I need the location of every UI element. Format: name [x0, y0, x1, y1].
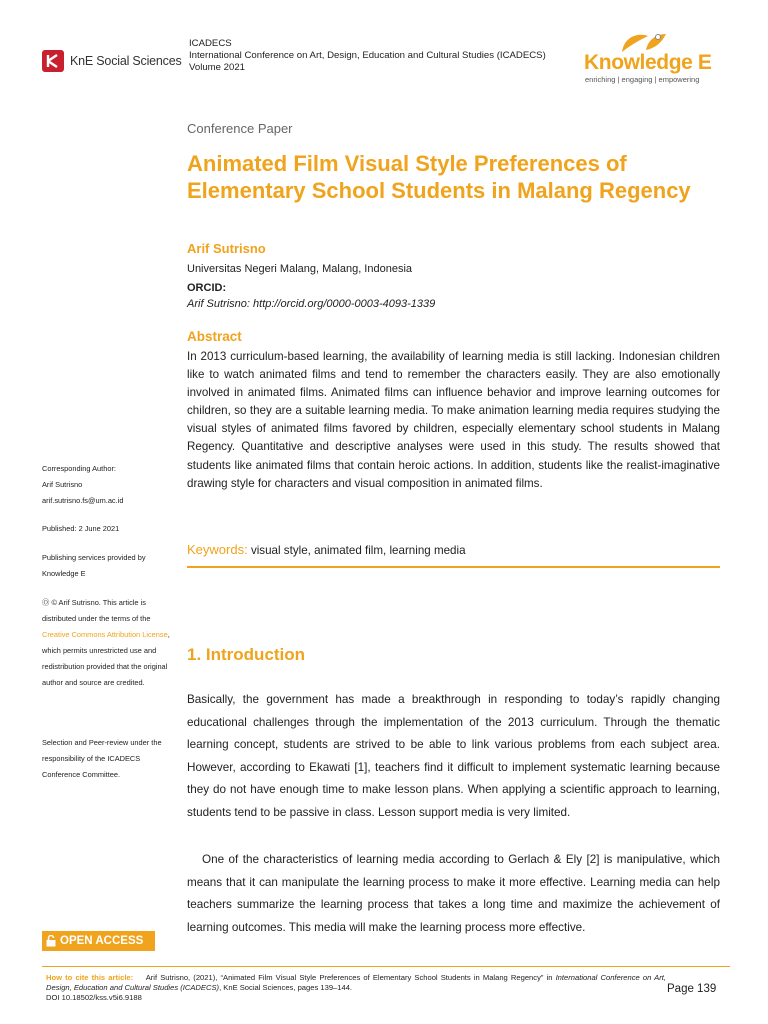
abstract-text: In 2013 curriculum-based learning, the availability of learning media is still lacking. Indonesian children like to watch animated films and tend to remember the characters easily. They are also emotionally involved in animated films. Animated films can influence behavior and improve learning outcomes for children, so they are a suitable learning media. To make animation learning media requires studying the visual styles of animated films favored by children, especially elementary school students in Malang Regency. Quantitative and descriptive analyses were used in this study. The results showed that students like animated films that contain heroic actions. In addition, students like the realist-imaginative drawing style for characters and visual composition in animated films. — [187, 350, 720, 490]
publishing-services: Publishing services provided by Knowledge E — [42, 553, 146, 578]
conference-short: ICADECS — [189, 38, 232, 49]
keywords-label: Keywords: — [187, 542, 248, 557]
author-name: Arif Sutrisno — [187, 241, 266, 256]
license-notice — [42, 595, 177, 691]
published-date: Published: 2 June 2021 — [42, 524, 120, 533]
open-access-label: OPEN ACCESS — [60, 935, 144, 947]
keywords-divider — [187, 566, 720, 568]
license-post: , which permits unrestricted use and redistribution provided that the original author and source are credited. — [42, 630, 170, 687]
volume: Volume 2021 — [189, 62, 246, 73]
intro-paragraph-1: Basically, the government has made a breakthrough in responding to today’s rapidly changing educational challenges through the implementation of the 2013 curriculum. Through the thematic learning concept, students are strived to be able to link various problems from each subject area. However, according to Ekawati [1], teachers find it difficult to implement systematic learning because they do not have enough time to make lesson plans. When applying a scientific approach to learning, students tend to be passive in class. Lesson support media is very limited. — [187, 693, 720, 819]
intro-paragraph-2: One of the characteristics of learning media according to Gerlach & Ely [2] is manipulative, which means that it can manipulate the learning process to make it more effective. Learning media can help teachers summarize the learning process that takes a long time and maximize the achievement of learning outcomes. This media will make the learning process more effective. — [187, 853, 720, 934]
knowledge-e-logo — [584, 26, 734, 88]
keywords — [187, 542, 466, 557]
publisher-name: KnE Social Sciences — [70, 54, 182, 68]
kne-logo-icon — [42, 50, 64, 72]
paper-title: Animated Film Visual Style Preferences of Elementary School Students in Malang Regency — [187, 151, 691, 203]
corresponding-author-name: Arif Sutrisno — [42, 480, 83, 489]
citation-text: Arif Sutrisno, (2021), “Animated Film Visual Style Preferences of Elementary School Students in Malang Regency” in — [145, 973, 553, 982]
open-access-badge — [42, 931, 155, 951]
kne-logo — [42, 48, 182, 74]
corresponding-author-email[interactable]: arif.sutrisno.fs@um.ac.id — [42, 496, 124, 505]
orcid-link[interactable]: Arif Sutrisno: http://orcid.org/0000-0003-4093-1339 — [187, 298, 436, 310]
abstract-heading: Abstract — [187, 329, 242, 344]
brand-tagline: enriching | engaging | empowering — [585, 75, 700, 84]
affiliation: Universitas Negeri Malang, Malang, Indonesia — [187, 263, 413, 275]
citation-tail: , KnE Social Sciences, pages 139–144. — [219, 983, 353, 992]
keywords-list: visual style, animated film, learning media — [250, 544, 466, 557]
citation-label: How to cite this article: — [46, 973, 134, 982]
creative-commons-icon: Ⓞ — [42, 598, 50, 607]
orcid-label: ORCID: — [187, 282, 227, 294]
corresponding-author — [42, 461, 177, 509]
brand-name: Knowledge E — [584, 51, 712, 74]
citation — [46, 973, 666, 1003]
footer-divider — [42, 966, 730, 967]
license-link[interactable]: Creative Commons Attribution License — [42, 630, 168, 639]
doi[interactable]: DOI 10.18502/kss.v5i6.9188 — [46, 993, 142, 1002]
page-number: Page 139 — [667, 983, 717, 995]
citation-venue: International Conference on Art, Design, Education and Cultural Studies (ICADECS) — [46, 973, 666, 992]
corresponding-author-label: Corresponding Author: — [42, 464, 116, 473]
conference-info — [189, 38, 546, 74]
section-heading-introduction: 1. Introduction — [187, 645, 306, 664]
paper-type: Conference Paper — [187, 121, 293, 136]
license-pre: © Arif Sutrisno. This article is distributed under the terms of the — [42, 598, 151, 623]
peer-review-notice: Selection and Peer-review under the responsibility of the ICADECS Conference Committee. — [42, 738, 162, 779]
conference-full: International Conference on Art, Design, Education and Cultural Studies (ICADECS) — [189, 50, 546, 61]
open-lock-icon — [46, 935, 56, 947]
